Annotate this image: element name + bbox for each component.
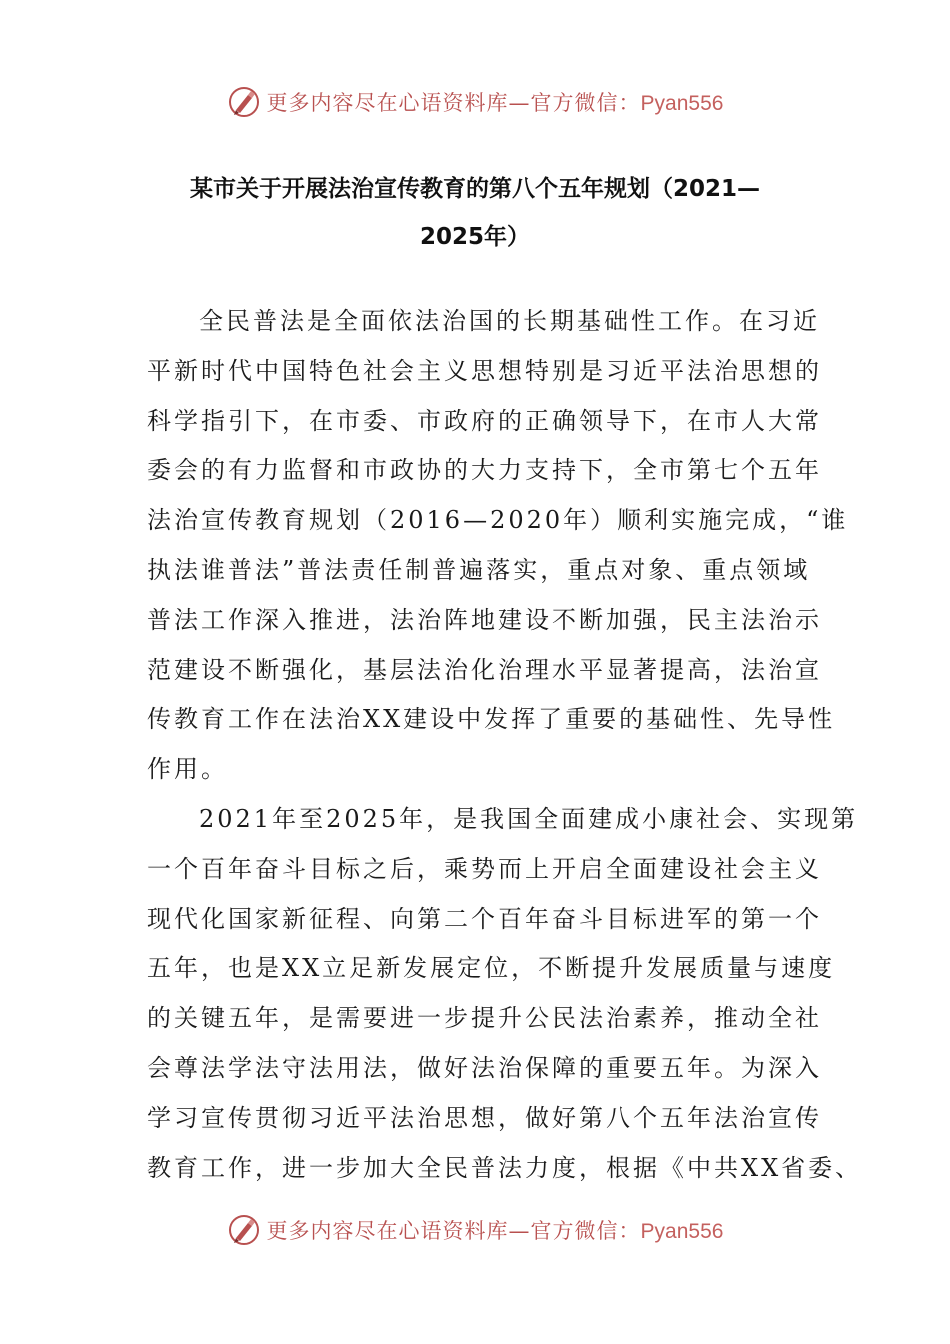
banner-handle: Pyan556	[640, 1220, 724, 1243]
footer-banner	[0, 1208, 950, 1252]
header-banner	[0, 80, 950, 124]
paragraph-1	[147, 297, 849, 795]
pen-logo-icon	[227, 85, 261, 119]
document-body	[147, 297, 863, 1193]
text-line: 五年，也是XX立足新发展定位，不断提升发展质量与速度	[147, 954, 836, 983]
text-line: 作用。	[147, 755, 228, 784]
text-line: 学习宣传贯彻习近平法治思想，做好第八个五年法治宣传	[147, 1103, 822, 1132]
banner-text: 更多内容尽在心语资料库—官方微信：Pyan556	[266, 91, 724, 115]
text-line: 的关键五年，是需要进一步提升公民法治素养，推动全社	[147, 1004, 822, 1033]
text-line: 普法工作深入推进，法治阵地建设不断加强，民主法治示	[147, 605, 822, 634]
text-line: 一个百年奋斗目标之后，乘势而上开启全面建设社会主义	[147, 854, 822, 883]
banner-text: 更多内容尽在心语资料库—官方微信：Pyan556	[266, 1219, 724, 1243]
text-line: 现代化国家新征程、向第二个百年奋斗目标进军的第一个	[147, 904, 822, 933]
text-line: 范建设不断强化，基层法治化治理水平显著提高，法治宣	[147, 655, 822, 684]
text-line: 法治宣传教育规划（2016—2020年）顺利实施完成，“谁	[147, 506, 849, 535]
paragraph-2	[147, 795, 863, 1193]
text-line: 全民普法是全面依法治国的长期基础性工作。在习近	[199, 307, 820, 335]
title-line-1: 某市关于开展法治宣传教育的第八个五年规划（2021—	[189, 176, 760, 202]
text-line: 教育工作，进一步加大全民普法力度，根据《中共XX省委、	[147, 1153, 863, 1182]
text-line: 2021年至2025年，是我国全面建成小康社会、实现第	[199, 804, 859, 833]
document-title	[150, 165, 800, 261]
text-line: 传教育工作在法治XX建设中发挥了重要的基础性、先导性	[147, 705, 836, 734]
banner-handle: Pyan556	[640, 92, 724, 115]
text-line: 执法谁普法”普法责任制普遍落实，重点对象、重点领域	[147, 555, 811, 584]
text-line: 科学指引下，在市委、市政府的正确领导下，在市人大常	[147, 406, 822, 435]
text-line: 平新时代中国特色社会主义思想特别是习近平法治思想的	[147, 356, 822, 385]
title-line-2: 2025年）	[419, 224, 530, 250]
text-line: 委会的有力监督和市政协的大力支持下，全市第七个五年	[147, 456, 822, 485]
text-line: 会尊法学法守法用法，做好法治保障的重要五年。为深入	[147, 1053, 822, 1082]
pen-logo-icon	[227, 1213, 261, 1247]
